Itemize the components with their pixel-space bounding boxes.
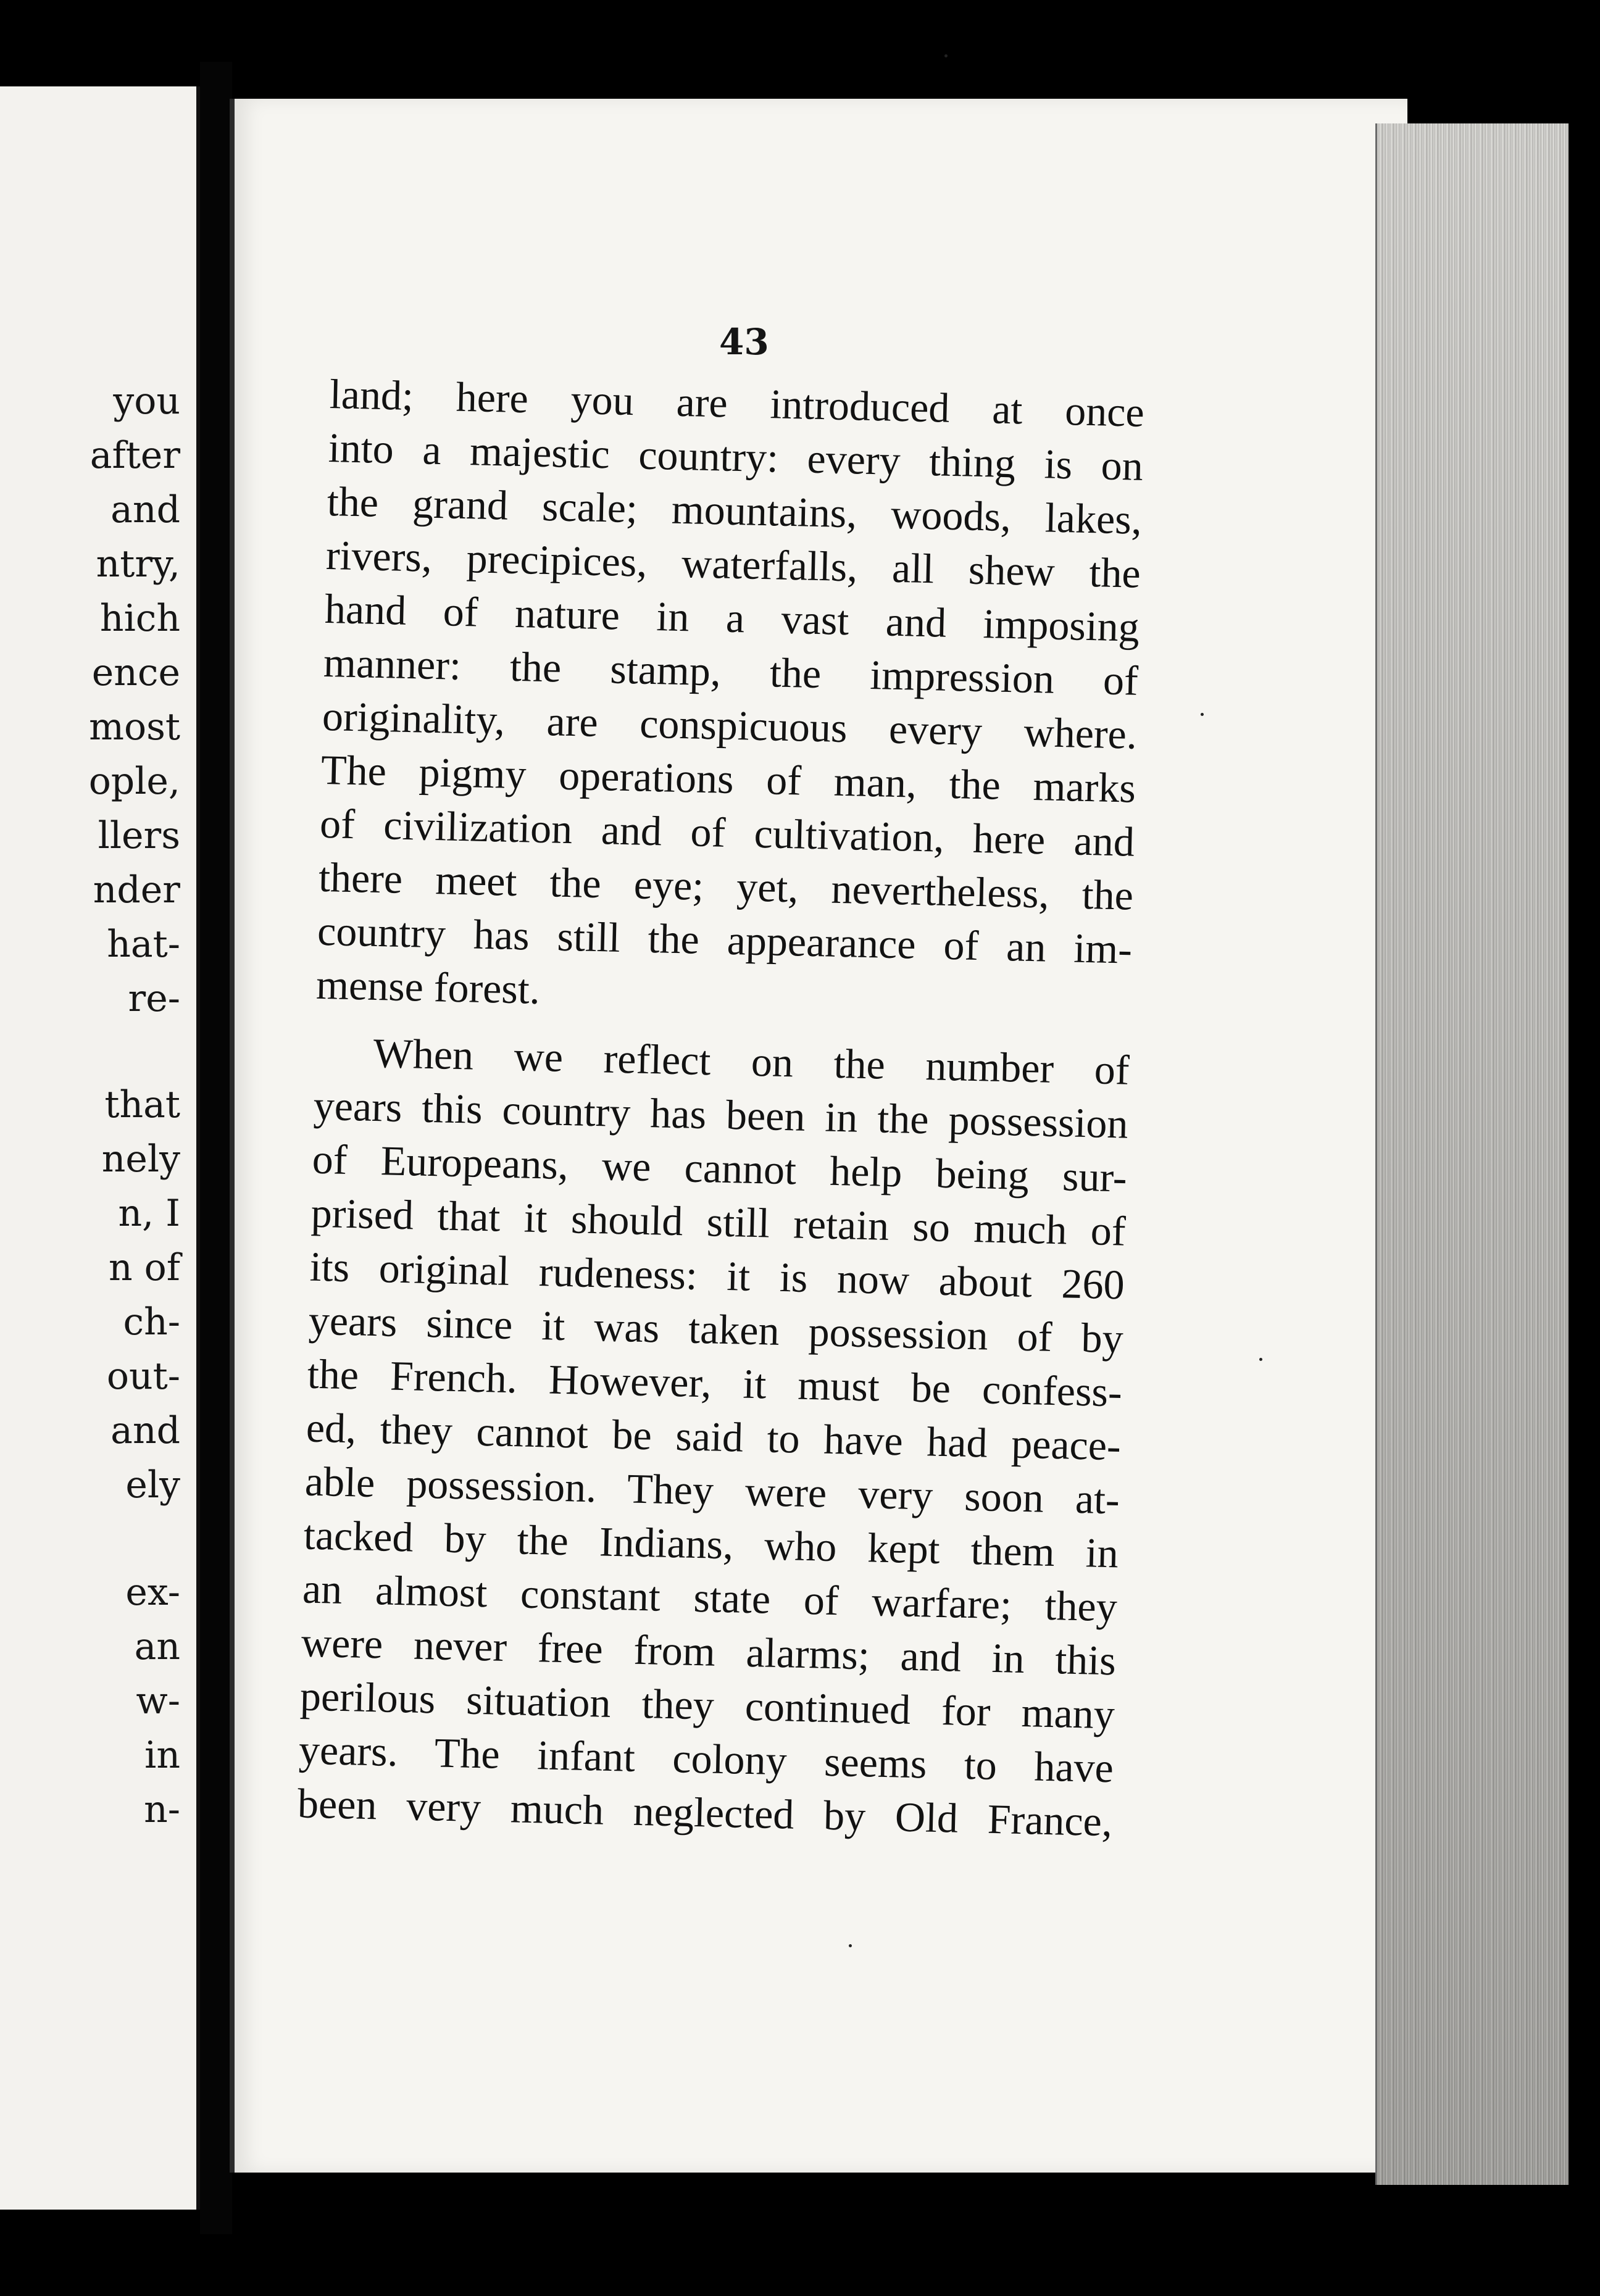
scan-speck xyxy=(1201,713,1204,716)
left-page-fragment: after xyxy=(90,434,180,477)
text-line: into a majestic country: every thing is on xyxy=(328,423,1144,489)
left-page xyxy=(0,86,200,2210)
left-page-fragment: ex- xyxy=(125,1571,180,1614)
text-line: the French. However, it must be confess- xyxy=(307,1350,1123,1416)
left-page-fragment: n, I xyxy=(118,1192,180,1235)
left-page-fragment: that xyxy=(104,1083,180,1126)
text-line: tacked by the Indians, who kept them in xyxy=(303,1511,1119,1577)
left-page-fragment: hat- xyxy=(107,923,180,966)
left-page-fragment: out- xyxy=(106,1355,180,1398)
text-line: able possession. They were very soon at- xyxy=(304,1457,1120,1523)
text-line: of civilization and of cultivation, here and xyxy=(319,799,1135,865)
text-line: been very much neglected by Old France, xyxy=(297,1779,1113,1845)
left-page-fragment: llers xyxy=(98,814,180,857)
text-line: The pigmy operations of man, the marks xyxy=(320,746,1136,812)
text-line: hand of nature in a vast and imposing xyxy=(324,584,1140,651)
left-page-fragment: and xyxy=(110,488,180,531)
text-line: prised that it should still retain so much of xyxy=(310,1189,1127,1255)
left-page-fragment: in xyxy=(144,1734,180,1777)
text-line: years. The infant colony seems to have xyxy=(298,1726,1114,1792)
left-page-fragment: n of xyxy=(108,1246,180,1289)
scan-speck xyxy=(1259,1358,1262,1361)
text-line: manner: the stamp, the impression of xyxy=(323,638,1139,704)
text-line: its original rudeness: it is now about 260 xyxy=(309,1242,1125,1308)
text-line: rivers, precipices, waterfalls, all shew the xyxy=(325,531,1141,597)
page-edges xyxy=(1375,123,1569,2185)
left-page-fragment: hich xyxy=(99,597,180,640)
scan-speck xyxy=(849,1944,852,1947)
text-line: were never free from alarms; and in this xyxy=(301,1618,1117,1684)
text-line: When we reflect on the number of xyxy=(372,1029,1130,1094)
left-page-fragment: ople, xyxy=(88,760,180,803)
left-page-fragment: ence xyxy=(91,651,180,694)
text-line: perilous situation they continued for many xyxy=(299,1672,1115,1738)
left-page-fragment: nely xyxy=(101,1138,180,1181)
text-line: an almost constant state of warfare; they xyxy=(302,1565,1118,1631)
left-page-fragment: re- xyxy=(128,977,180,1020)
text-line: land; here you are introduced at once xyxy=(329,370,1145,436)
left-page-fragment: ntry, xyxy=(96,543,180,586)
left-page-fragment: most xyxy=(89,705,180,749)
book-gutter xyxy=(200,62,232,2234)
text-line: country has still the appearance of an im- xyxy=(317,907,1133,973)
text-line: ed, they cannot be said to have had peace- xyxy=(306,1404,1122,1470)
text-line: years since it was taken possession of by xyxy=(308,1296,1124,1362)
text-line: originality, are conspicuous every where. xyxy=(322,692,1138,758)
scan-speck xyxy=(944,54,948,57)
left-page-fragment: ch- xyxy=(123,1300,180,1344)
text-line: the grand scale; mountains, woods, lakes, xyxy=(327,477,1143,543)
left-page-fragment: nder xyxy=(93,868,180,912)
text-line: there meet the eye; yet, nevertheless, the xyxy=(318,853,1134,919)
left-page-fragment: n- xyxy=(144,1788,180,1831)
left-page-fragment: an xyxy=(134,1625,180,1668)
left-page-fragment: w- xyxy=(136,1679,180,1723)
body-text xyxy=(297,367,1144,1849)
text-line: of Europeans, we cannot help being sur- xyxy=(312,1135,1128,1201)
page-number: 43 xyxy=(719,321,769,363)
left-page-fragment: you xyxy=(113,380,180,423)
text-line: years this country has been in the possession xyxy=(313,1081,1129,1147)
left-page-fragment: and xyxy=(110,1409,180,1452)
text-line: mense forest. xyxy=(315,960,541,1013)
left-page-fragment: ely xyxy=(125,1463,180,1507)
